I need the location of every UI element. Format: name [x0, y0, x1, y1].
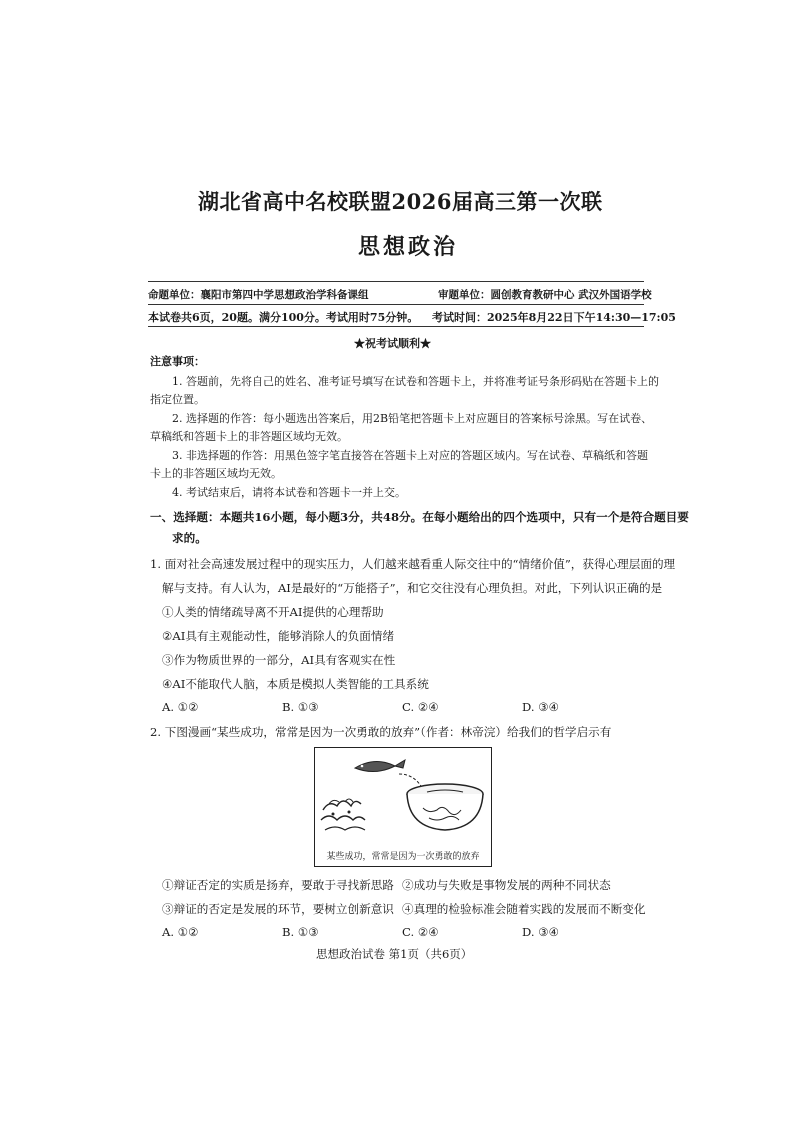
- q1-option-a: A. ①②: [162, 700, 199, 714]
- page-footer: 思想政治试卷 第1页（共6页）: [316, 947, 473, 961]
- q2-statement: ②成功与失败是事物发展的两种不同状态: [402, 878, 611, 892]
- q2-statement: ③辩证的否定是发展的环节，要树立创新意识: [162, 902, 394, 916]
- q1-statement: ③作为物质世界的一部分，AI具有客观实在性: [162, 653, 396, 667]
- comic-drawing: [315, 748, 490, 848]
- notice-line: 2. 选择题的作答：每小题选出答案后，用2B铅笔把答题卡上对应题目的答案标号涂黑。写在试卷、: [172, 412, 653, 425]
- q1-statement: ②AI具有主观能动性，能够消除人的负面情绪: [162, 629, 395, 643]
- proposer: 命题单位：襄阳市第四中学思想政治学科备课组: [148, 289, 369, 301]
- divider-bottom: [148, 326, 644, 327]
- q1-statement: ④AI不能取代人脑，本质是模拟人类智能的工具系统: [162, 677, 429, 691]
- notice-line: 草稿纸和答题卡上的非答题区域均无效。: [150, 430, 348, 443]
- q2-option-a: A. ①②: [162, 925, 199, 939]
- exam-time: 考试时间：2025年8月22日下午14:30—17:05: [432, 311, 676, 324]
- q1-option-d: D. ③④: [522, 700, 560, 714]
- divider-top: [148, 281, 644, 282]
- section-heading: 一、选择题：本题共16小题，每小题3分，共48分。在每小题给出的四个选项中，只有一个是符合题目要: [150, 510, 689, 524]
- q2-statement: ①辩证否定的实质是扬弃，要敢于寻找新思路: [162, 878, 394, 892]
- comic-illustration: [314, 747, 492, 867]
- notice-line: 4. 考试结束后，请将本试卷和答题卡一并上交。: [172, 486, 406, 499]
- notice-heading: 注意事项：: [150, 355, 205, 368]
- notice-line: 3. 非选择题的作答：用黑色签字笔直接答在答题卡上对应的答题区域内。写在试卷、草稿纸和答题: [172, 449, 648, 462]
- section-heading-cont: 求的。: [172, 531, 207, 545]
- divider-middle: [148, 304, 644, 305]
- q2-statement: ④真理的检验标准会随着实践的发展而不断变化: [402, 902, 646, 916]
- notice-line: 卡上的非答题区域均无效。: [150, 467, 282, 480]
- notice-line: 1. 答题前，先将自己的姓名、准考证号填写在试卷和答题卡上，并将准考证号条形码贴在答题卡上的: [172, 375, 659, 388]
- q2-option-b: B. ①③: [282, 925, 319, 939]
- q1-option-c: C. ②④: [402, 700, 439, 714]
- comic-caption: 某些成功，常常是因为一次勇敢的放弃: [326, 852, 480, 862]
- q2-option-c: C. ②④: [402, 925, 439, 939]
- q2-option-d: D. ③④: [522, 925, 560, 939]
- reviewer: 审题单位：圆创教育教研中心 武汉外国语学校: [438, 289, 652, 301]
- good-luck: ★祝考试顺利★: [354, 337, 431, 350]
- subject-title: 思想政治: [358, 234, 459, 260]
- paper-info: 本试卷共6页，20题。满分100分。考试用时75分钟。: [148, 311, 419, 324]
- q1-option-b: B. ①③: [282, 700, 319, 714]
- q1-statement: ①人类的情绪疏导离不开AI提供的心理帮助: [162, 605, 384, 619]
- q2-stem: 2. 下图漫画“某些成功，常常是因为一次勇敢的放弃”（作者：林帝浣）给我们的哲学启示有: [150, 725, 612, 739]
- q1-stem-cont: 解与支持。有人认为，AI是最好的“万能搭子”，和它交往没有心理负担。对此，下列认识正确的是: [162, 581, 663, 595]
- notice-line: 指定位置。: [150, 393, 205, 406]
- q1-stem: 1. 面对社会高速发展过程中的现实压力，人们越来越看重人际交往中的“情绪价值”，获得心理层面的理: [150, 557, 676, 571]
- exam-title: 湖北省高中名校联盟2026届高三第一次联: [198, 189, 603, 214]
